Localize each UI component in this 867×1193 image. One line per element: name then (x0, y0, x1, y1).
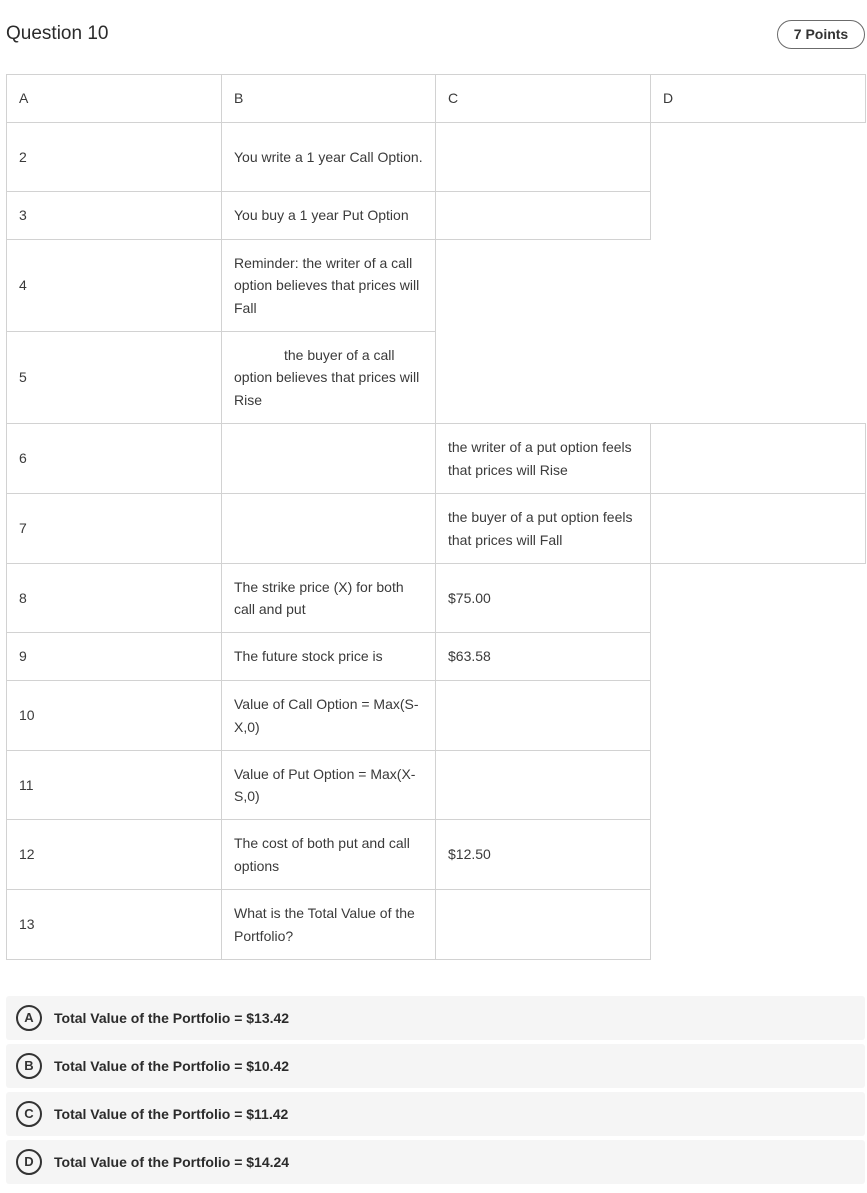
table-cell-b (221, 331, 436, 424)
table-cell-a-text: 3 (19, 207, 27, 224)
column-header-b (221, 74, 436, 123)
table-cell-c-text: $12.50 (448, 846, 491, 863)
table-cell-a (6, 493, 222, 564)
question-table (6, 74, 865, 960)
table-cell-c (435, 819, 651, 890)
table-cell-a (6, 191, 222, 240)
option-label: Total Value of the Portfolio = $14.24 (54, 1154, 290, 1170)
option-letter-badge[interactable]: A (16, 1005, 42, 1031)
column-header-c-text: C (448, 90, 459, 107)
table-cell-c (435, 191, 651, 240)
points-badge: 7 Points (777, 20, 865, 49)
column-header-d-text: D (663, 90, 674, 107)
table-cell-a-text: 13 (19, 916, 35, 933)
answer-option-b[interactable] (6, 1044, 865, 1088)
column-header-a-text: A (19, 90, 29, 107)
table-cell-b (221, 423, 436, 494)
table-cell-b (221, 122, 436, 192)
option-letter-badge[interactable]: C (16, 1101, 42, 1127)
option-label: Total Value of the Portfolio = $10.42 (54, 1058, 290, 1074)
table-cell-b-text: You write a 1 year Call Option. (234, 148, 423, 165)
table-cell-c-text: $63.58 (448, 648, 491, 665)
table-cell-c (435, 563, 651, 633)
table-cell-a-text: 10 (19, 707, 35, 724)
table-cell-a (6, 122, 222, 192)
question-header (6, 20, 865, 50)
table-cell-a (6, 889, 222, 960)
table-cell-c-text: the buyer of a put option feels that prices will Fall (448, 509, 633, 548)
option-label: Total Value of the Portfolio = $13.42 (54, 1010, 290, 1026)
table-cell-b (221, 889, 436, 960)
table-cell-c (435, 122, 651, 192)
table-cell-b (221, 680, 436, 751)
table-cell-c (435, 423, 651, 494)
answer-option-a[interactable] (6, 996, 865, 1040)
table-cell-b (221, 239, 436, 332)
column-header-c (435, 74, 651, 123)
table-cell-b-text: Value of Put Option = Max(X-S,0) (234, 765, 416, 804)
table-cell-c (435, 680, 651, 751)
table-cell-d (650, 423, 866, 494)
table-cell-b (221, 191, 436, 240)
table-cell-b (221, 632, 436, 681)
table-cell-a (6, 563, 222, 633)
table-cell-a (6, 423, 222, 494)
table-cell-b-text: The strike price (X) for both call and put (234, 578, 404, 617)
column-header-b-text: B (234, 90, 244, 107)
table-cell-b-text: What is the Total Value of the Portfolio? (234, 905, 415, 944)
table-cell-c-text: $75.00 (448, 589, 491, 606)
table-cell-a-text: 2 (19, 148, 27, 165)
table-cell-b (221, 819, 436, 890)
table-cell-a (6, 750, 222, 820)
answer-option-c[interactable] (6, 1092, 865, 1136)
table-cell-b (221, 750, 436, 820)
table-cell-c (435, 632, 651, 681)
table-cell-a-text: 8 (19, 589, 27, 606)
question-title: Question 10 (6, 23, 109, 44)
table-cell-a (6, 632, 222, 681)
table-cell-b-text: the buyer of a call option believes that prices will Rise (234, 346, 420, 408)
table-cell-a (6, 239, 222, 332)
option-letter-badge[interactable]: B (16, 1053, 42, 1079)
table-cell-c (435, 750, 651, 820)
table-cell-a-text: 11 (19, 776, 34, 793)
table-cell-c-text: the writer of a put option feels that prices will Rise (448, 439, 632, 478)
table-cell-b-text: You buy a 1 year Put Option (234, 207, 409, 224)
answer-option-d[interactable] (6, 1140, 865, 1184)
table-cell-a-text: 4 (19, 277, 27, 294)
table-cell-b-text: Reminder: the writer of a call option believes that prices will Fall (234, 254, 420, 316)
table-cell-b-text: Value of Call Option = Max(S-X,0) (234, 696, 419, 735)
table-cell-a (6, 819, 222, 890)
option-letter-badge[interactable]: D (16, 1149, 42, 1175)
table-cell-a-text: 5 (19, 369, 27, 386)
option-label: Total Value of the Portfolio = $11.42 (54, 1106, 289, 1122)
table-cell-c (435, 493, 651, 564)
table-cell-a-text: 9 (19, 648, 27, 665)
table-cell-b (221, 493, 436, 564)
table-cell-a-text: 7 (19, 520, 27, 537)
column-header-d (650, 74, 866, 123)
table-cell-d (650, 493, 866, 564)
table-cell-b-text: The cost of both put and call options (234, 835, 410, 874)
table-cell-a (6, 331, 222, 424)
table-cell-c (435, 889, 651, 960)
column-header-a (6, 74, 222, 123)
table-cell-a (6, 680, 222, 751)
table-cell-a-text: 6 (19, 450, 27, 467)
table-cell-b (221, 563, 436, 633)
table-cell-b-text: The future stock price is (234, 648, 383, 665)
table-cell-a-text: 12 (19, 846, 35, 863)
